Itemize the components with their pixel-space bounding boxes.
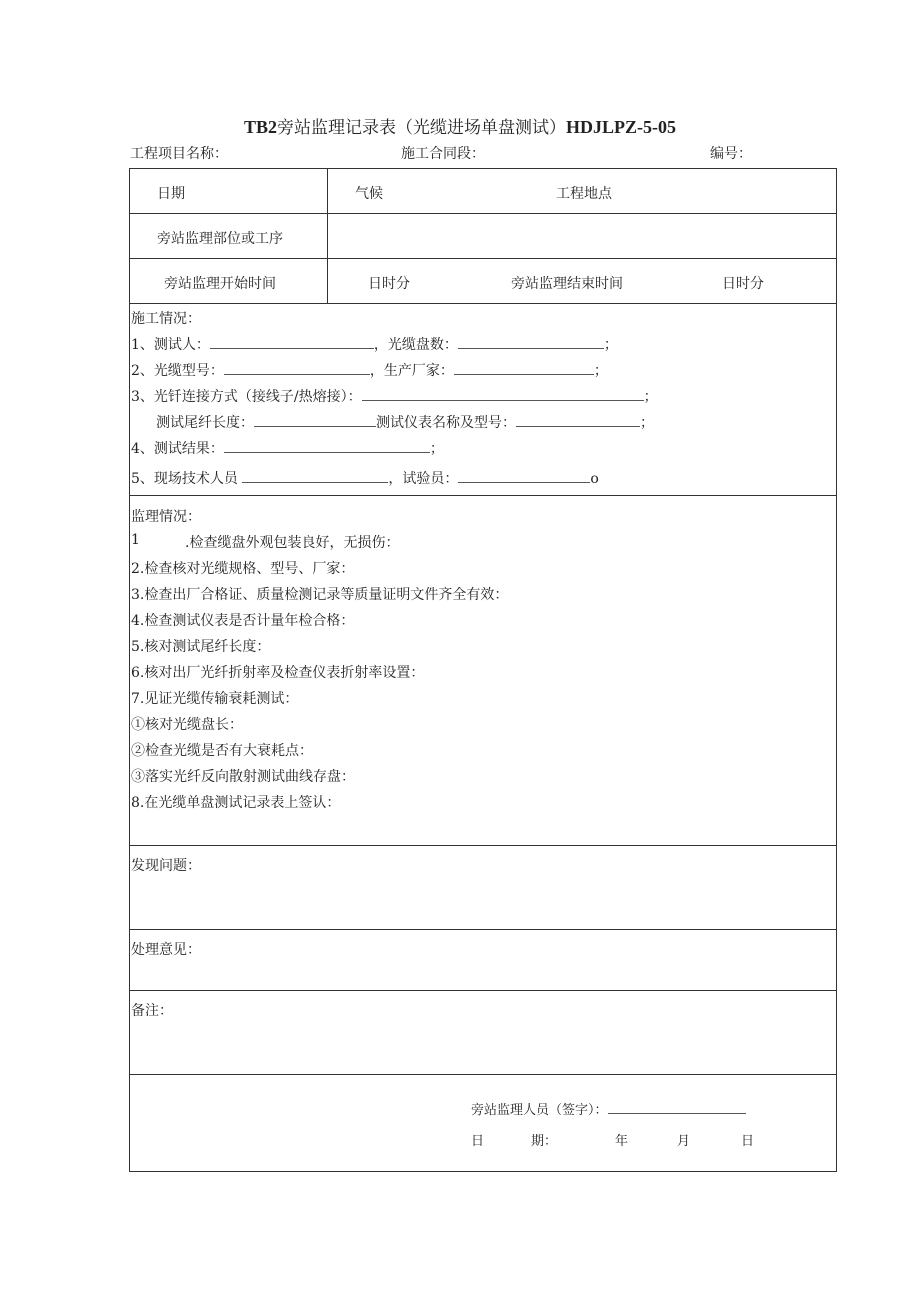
fiber-connection-line: 3、光钎连接方式（接线子/热熔接）： ； [131, 386, 658, 406]
supervision-part-label: 旁站监理部位或工序 [157, 231, 283, 247]
supervision-item: .检查缆盘外观包装良好，无损伤： [185, 535, 400, 551]
remarks-label: 备注： [131, 1003, 173, 1019]
supervision-item-num: 1 [131, 532, 140, 548]
pigtail-length-line: 测试尾纤长度： 测试仪表名称及型号： ； [156, 412, 654, 432]
supervision-item: 8.在光缆单盘测试记录表上签认： [131, 795, 341, 811]
signature-line [471, 1099, 746, 1118]
serial-no-label: 编号： [710, 146, 752, 162]
weather-label: 气候 [355, 186, 383, 202]
supervision-item: 5.核对测试尾纤长度： [131, 639, 271, 655]
title-code: HDJLPZ-5-05 [566, 117, 676, 137]
end-time-label: 旁站监理结束时间 [511, 276, 623, 292]
test-result-line: 4、测试结果： ； [131, 438, 444, 458]
contract-section-label: 施工合同段： [401, 146, 485, 162]
supervision-item: 7.见证光缆传输衰耗测试： [131, 691, 299, 707]
title-main: 旁站监理记录表（光缆进场单盘测试） [277, 118, 566, 138]
cable-model-line: 2、光缆型号： ，生产厂家： ； [131, 360, 608, 380]
signature-month: 月 [677, 1134, 691, 1149]
title-prefix: TB2 [243, 117, 277, 137]
construction-heading: 施工情况： [131, 311, 201, 327]
start-time-unit: 日时分 [368, 276, 410, 292]
signature-date-b: 期： [531, 1134, 558, 1149]
project-name-label: 工程项目名称： [130, 146, 228, 162]
supervision-item: 3.检查出厂合格证、质量检测记录等质量证明文件齐全有效： [131, 587, 509, 603]
tester-line: 1、测试人： ，光缆盘数： ； [131, 334, 618, 354]
location-label: 工程地点 [556, 186, 612, 202]
handling-label: 处理意见： [131, 942, 201, 958]
supervision-heading: 监理情况： [131, 509, 201, 525]
supervision-item: ③落实光纤反向散射测试曲线存盘： [131, 769, 355, 785]
supervision-item: 4.检查测试仪表是否计量年检合格： [131, 613, 355, 629]
supervision-item: ②检查光缆是否有大衰耗点： [131, 743, 313, 759]
page-title [0, 113, 920, 138]
signature-date-a: 日 [471, 1134, 485, 1149]
end-time-unit: 日时分 [722, 276, 764, 292]
supervision-item: ①核对光缆盘长： [131, 717, 243, 733]
issues-label: 发现问题： [131, 858, 201, 874]
supervision-item: 2.检查核对光缆规格、型号、厂家： [131, 561, 355, 577]
signature-year: 年 [615, 1134, 629, 1149]
staff-line: 5、现场技术人员 ，试验员： o [131, 468, 599, 488]
signature-day: 日 [741, 1134, 755, 1149]
supervision-item: 6.核对出厂光纤折射率及检查仪表折射率设置： [131, 665, 425, 681]
start-time-label: 旁站监理开始时间 [164, 276, 276, 292]
date-label: 日期 [157, 186, 185, 202]
signature-label: 旁站监理人员（签字）： [471, 1103, 608, 1118]
